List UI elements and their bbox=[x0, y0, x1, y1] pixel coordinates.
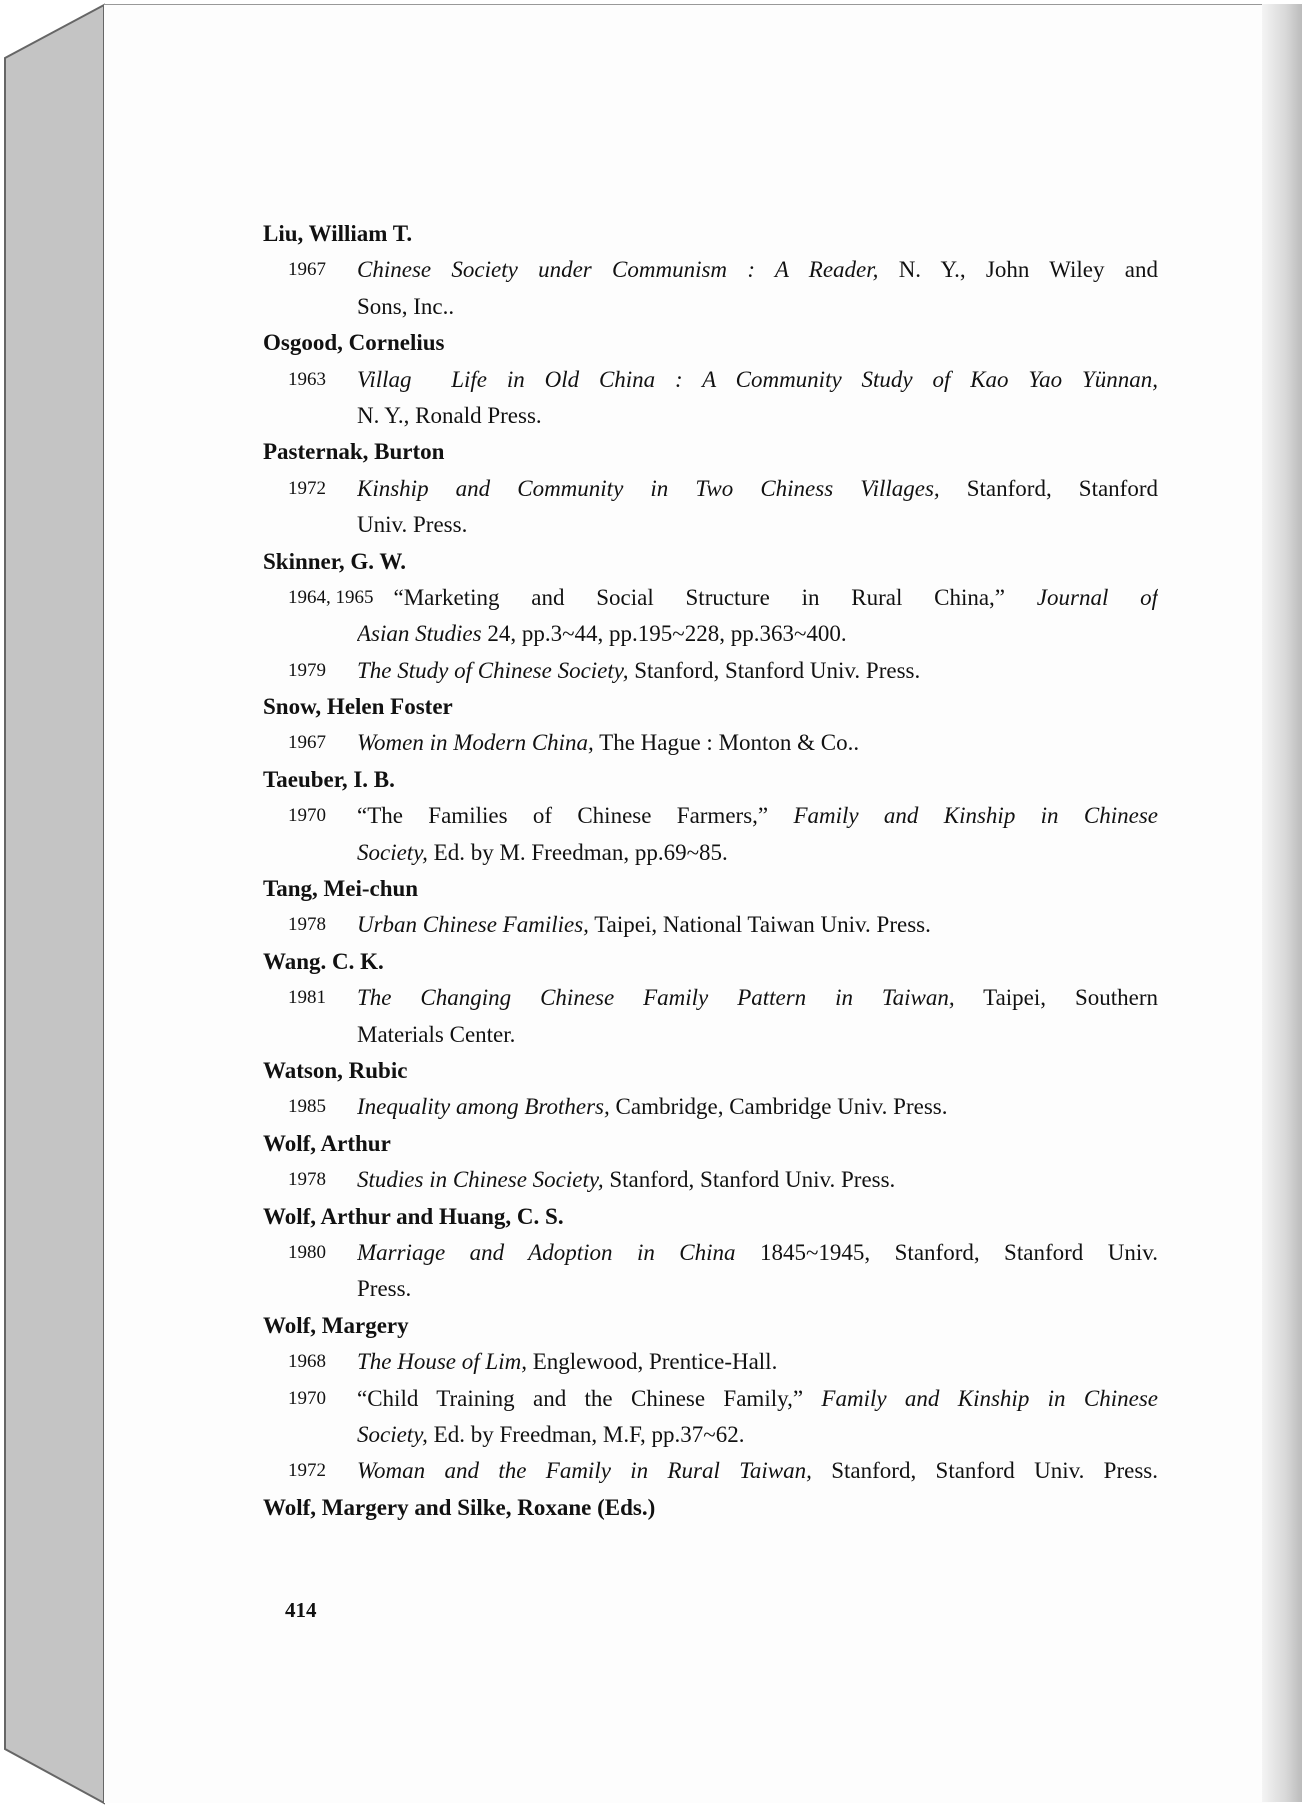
entry-segment: Cambridge, Cambridge Univ. Press. bbox=[609, 1094, 948, 1120]
entry-text bbox=[357, 362, 1158, 398]
entry-segment: Univ. Press. bbox=[357, 512, 468, 538]
page-edge-shadow bbox=[1262, 4, 1302, 1802]
entry-text bbox=[357, 398, 1158, 434]
italic-title: Urban Chinese Families, bbox=[357, 912, 589, 938]
entry-segment: N. Y., John Wiley and bbox=[878, 257, 1158, 283]
entry-text bbox=[357, 1417, 1158, 1453]
italic-title: Villag Life in Old China : A Community Study of Kao Yao Yünnan, bbox=[357, 366, 1158, 392]
author-heading: Liu, William T. bbox=[263, 221, 413, 246]
author-heading: Wolf, Arthur and Huang, C. S. bbox=[263, 1203, 564, 1229]
entry-year: 1970 bbox=[288, 1387, 326, 1409]
entry-year: 1970 bbox=[288, 805, 326, 827]
italic-title: Society, bbox=[357, 839, 428, 865]
author-heading: Wang. C. K. bbox=[263, 948, 384, 974]
author-heading: Watson, Rubic bbox=[263, 1057, 408, 1083]
italic-title: Kinship and Community in Two Chiness Villages, bbox=[357, 475, 940, 501]
entry-segment: Englewood, Prentice-Hall. bbox=[526, 1349, 778, 1375]
entry-segment: 24, pp.3~44, pp.195~228, pp.363~400. bbox=[481, 621, 847, 647]
bibliography-entry bbox=[263, 471, 1158, 507]
bibliography-entry bbox=[263, 907, 1158, 943]
entry-segment: Stanford, Stanford bbox=[939, 475, 1158, 501]
entry-text bbox=[394, 580, 1159, 616]
entry-text bbox=[357, 1089, 1158, 1125]
entry-segment: 1845~1945, Stanford, Stanford Univ. bbox=[735, 1239, 1158, 1265]
entry-year: 1972 bbox=[288, 477, 326, 499]
italic-title: Family and Kinship in Chinese bbox=[821, 1385, 1158, 1411]
entry-year: 1978 bbox=[288, 1169, 326, 1191]
entry-continuation bbox=[263, 1271, 1158, 1307]
entry-segment: Press. bbox=[357, 1276, 412, 1302]
bibliography-entry bbox=[263, 1344, 1158, 1380]
bibliography-entry bbox=[263, 252, 1158, 288]
entry-segment: Materials Center. bbox=[357, 1021, 516, 1047]
bibliography-entry bbox=[263, 1381, 1158, 1417]
italic-title: Family and Kinship in Chinese bbox=[793, 803, 1158, 829]
entry-continuation bbox=[263, 616, 1158, 652]
italic-title: Journal of bbox=[1036, 584, 1158, 610]
entry-text bbox=[357, 1344, 1158, 1380]
entry-text bbox=[357, 1381, 1158, 1417]
bibliography-entry bbox=[263, 580, 1158, 616]
bibliography-entry bbox=[263, 980, 1158, 1016]
italic-title: The Changing Chinese Family Pattern in Taiwan, bbox=[357, 985, 955, 1011]
entry-segment: Ed. by Freedman, M.F, pp.37~62. bbox=[427, 1421, 745, 1447]
entry-continuation bbox=[263, 507, 1158, 543]
entry-year: 1968 bbox=[288, 1351, 326, 1373]
entry-text bbox=[357, 507, 1158, 543]
entry-segment: “Marketing and Social Structure in Rural China,” bbox=[393, 584, 1037, 610]
italic-title: Society, bbox=[357, 1421, 428, 1447]
italic-title: Marriage and Adoption in China bbox=[357, 1239, 736, 1265]
entry-year: 1981 bbox=[288, 987, 326, 1009]
entry-text bbox=[357, 907, 1158, 943]
bibliography-entry bbox=[263, 1089, 1158, 1125]
bibliography-list bbox=[263, 216, 1158, 1526]
bibliography-entry bbox=[263, 798, 1158, 834]
entry-text bbox=[357, 653, 1158, 689]
bibliography-entry bbox=[263, 1162, 1158, 1198]
entry-text bbox=[357, 835, 1158, 871]
italic-title: Studies in Chinese Society, bbox=[357, 1167, 604, 1193]
author-heading: Snow, Helen Foster bbox=[263, 694, 453, 720]
entry-year: 1980 bbox=[288, 1241, 326, 1263]
author-heading: Tang, Mei-chun bbox=[263, 876, 419, 902]
entry-text bbox=[357, 1162, 1158, 1198]
entry-year: 1963 bbox=[288, 368, 326, 390]
entry-continuation bbox=[263, 289, 1158, 325]
entry-segment: Sons, Inc.. bbox=[357, 293, 455, 319]
bibliography-entry bbox=[263, 362, 1158, 398]
entry-text bbox=[357, 1017, 1158, 1053]
italic-title: Inequality among Brothers, bbox=[357, 1094, 610, 1120]
entry-segment: Taipei, National Taiwan Univ. Press. bbox=[588, 912, 931, 938]
entry-text bbox=[357, 471, 1158, 507]
entry-year: 1985 bbox=[288, 1096, 326, 1118]
entry-segment: Stanford, Stanford Univ. Press. bbox=[811, 1458, 1158, 1484]
bibliography-entry bbox=[263, 1235, 1158, 1271]
entry-year: 1964, 1965 bbox=[288, 586, 374, 608]
entry-segment: The Hague : Monton & Co.. bbox=[593, 730, 860, 756]
author-heading: Wolf, Arthur bbox=[263, 1130, 391, 1156]
author-heading: Skinner, G. W. bbox=[263, 548, 406, 574]
entry-continuation bbox=[263, 835, 1158, 871]
italic-title: Woman and the Family in Rural Taiwan, bbox=[357, 1458, 812, 1484]
author-heading: Wolf, Margery and Silke, Roxane (Eds.) bbox=[263, 1494, 656, 1520]
entry-text bbox=[357, 252, 1158, 288]
entry-text bbox=[357, 798, 1158, 834]
entry-segment: Stanford, Stanford Univ. Press. bbox=[603, 1167, 896, 1193]
author-heading: Taeuber, I. B. bbox=[263, 766, 395, 792]
entry-text bbox=[357, 1271, 1158, 1307]
entry-year: 1978 bbox=[288, 914, 326, 936]
entry-text bbox=[357, 1453, 1158, 1489]
entry-continuation bbox=[263, 398, 1158, 434]
entry-year: 1967 bbox=[288, 259, 326, 281]
entry-text bbox=[357, 1235, 1158, 1271]
italic-title: The Study of Chinese Society, bbox=[357, 657, 629, 683]
entry-year: 1967 bbox=[288, 732, 326, 754]
bibliography-entry bbox=[263, 725, 1158, 761]
italic-title: The House of Lim, bbox=[357, 1349, 527, 1375]
entry-segment: “Child Training and the Chinese Family,” bbox=[357, 1385, 822, 1411]
entry-segment: N. Y., Ronald Press. bbox=[357, 402, 542, 428]
entry-year: 1979 bbox=[288, 659, 326, 681]
author-heading: Wolf, Margery bbox=[263, 1312, 409, 1338]
entry-segment: Ed. by M. Freedman, pp.69~85. bbox=[427, 839, 728, 865]
author-heading: Osgood, Cornelius bbox=[263, 330, 445, 356]
italic-title: Asian Studies bbox=[357, 621, 482, 647]
entry-text bbox=[357, 980, 1158, 1016]
author-heading: Pasternak, Burton bbox=[263, 439, 445, 465]
italic-title: Chinese Society under Communism : A Reader, bbox=[357, 257, 879, 283]
entry-text bbox=[357, 725, 1158, 761]
bibliography-entry bbox=[263, 1453, 1158, 1489]
entry-year: 1972 bbox=[288, 1460, 326, 1482]
entry-text bbox=[357, 289, 1158, 325]
bibliography-entry bbox=[263, 653, 1158, 689]
italic-title: Women in Modern China, bbox=[357, 730, 594, 756]
entry-text bbox=[357, 616, 1158, 652]
page-number: 414 bbox=[285, 1598, 317, 1622]
entry-segment: Stanford, Stanford Univ. Press. bbox=[628, 657, 921, 683]
entry-continuation bbox=[263, 1417, 1158, 1453]
entry-segment: “The Families of Chinese Farmers,” bbox=[357, 803, 794, 829]
entry-continuation bbox=[263, 1017, 1158, 1053]
entry-segment: Taipei, Southern bbox=[954, 985, 1158, 1011]
